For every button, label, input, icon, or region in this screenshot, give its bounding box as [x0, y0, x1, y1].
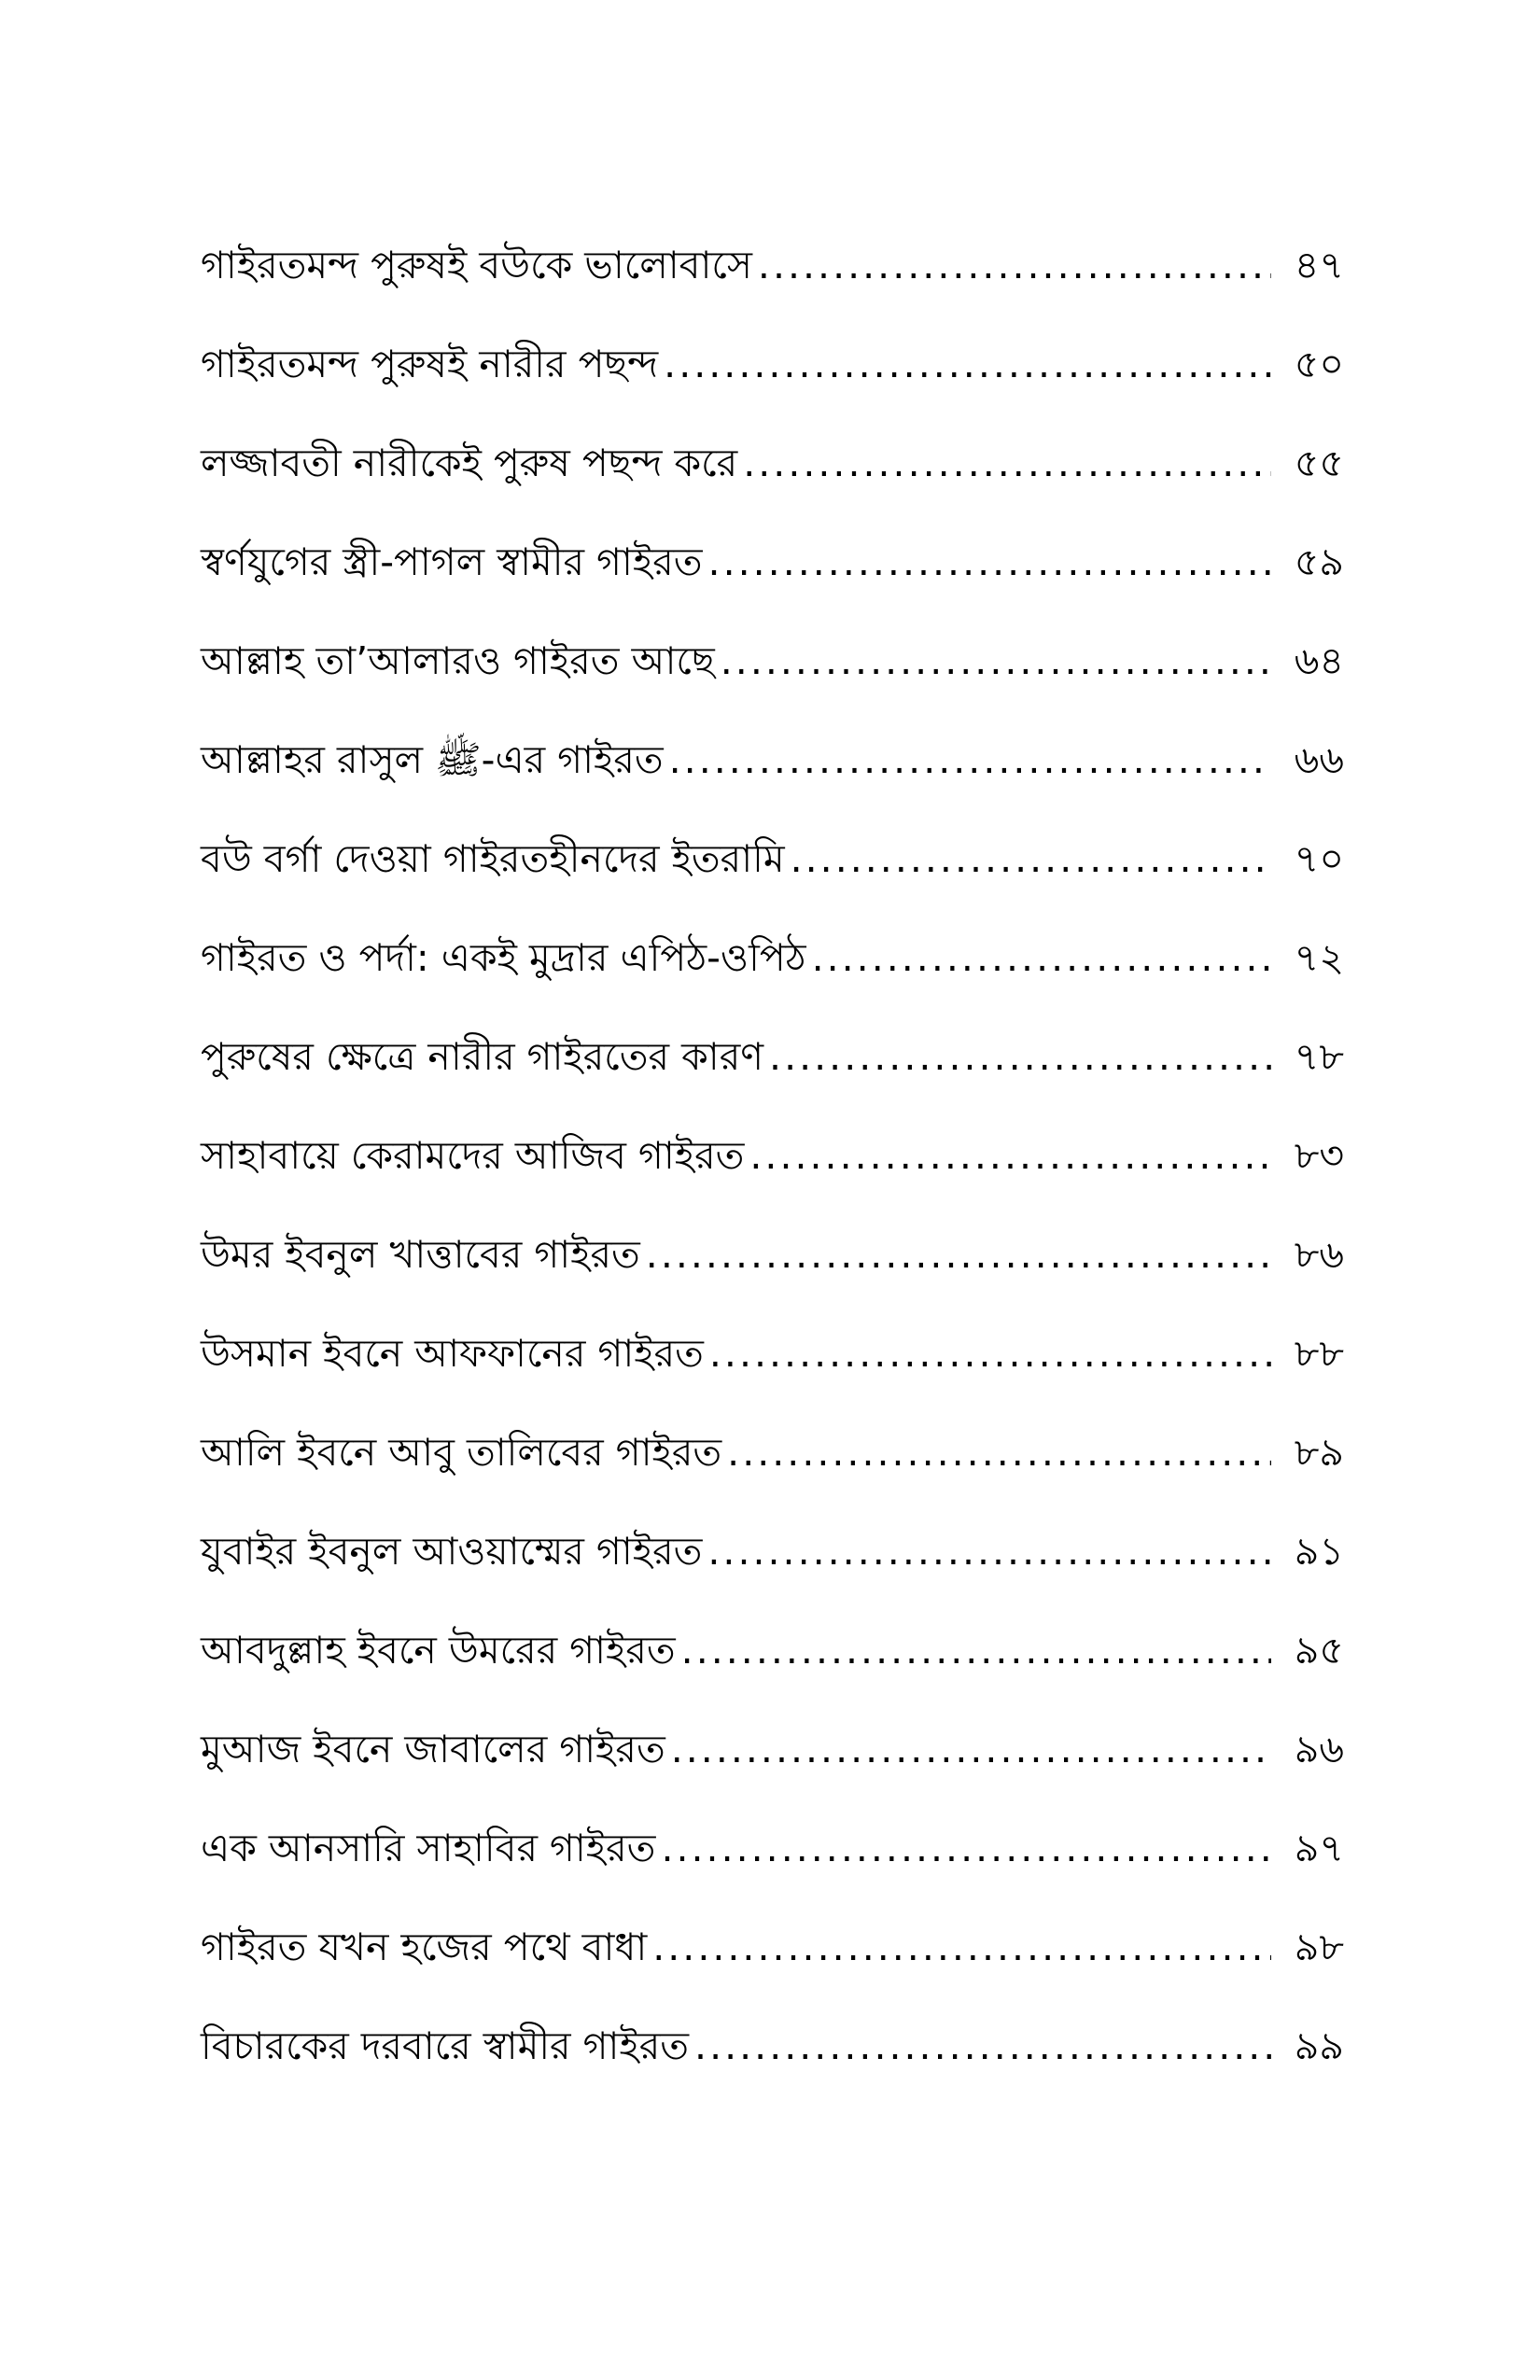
toc-entry-page: ৬৪	[1294, 638, 1344, 683]
toc-entry-title: বিচারকের দরবারে স্বামীর গাইরত	[201, 2023, 690, 2068]
dot-leader	[758, 237, 1271, 293]
toc-entry-page: ৫৯	[1294, 539, 1344, 584]
dot-leader	[646, 1226, 1271, 1282]
dot-leader	[652, 1919, 1271, 1975]
toc-entry-title: আল্লাহ তা’আলারও গাইরত আছে	[201, 638, 715, 683]
toc-entry-page: ৯৭	[1294, 1826, 1344, 1870]
toc-entry	[201, 237, 1344, 336]
toc-entry	[201, 1919, 1344, 2018]
toc-entry-title: আবদুল্লাহ ইবনে উমরের গাইরত	[201, 1628, 676, 1673]
toc-entry-page: ৯৫	[1294, 1628, 1344, 1673]
toc-entry-page: ৫৫	[1294, 441, 1344, 485]
toc-entry-title: গাইরত ও পর্দা: একই মুদ্রার এপিঠ-ওপিঠ	[201, 935, 806, 980]
dot-leader	[664, 336, 1271, 392]
toc-entry	[201, 1029, 1344, 1127]
toc-entry-page: ৭২	[1294, 935, 1344, 980]
toc-entry-title: স্বর্ণযুগের স্ত্রী-পাগল স্বামীর গাইরত	[201, 539, 703, 584]
table-of-contents	[201, 237, 1344, 2117]
toc-entry-title: লজ্জাবতী নারীকেই পুরুষ পছন্দ করে	[201, 441, 738, 485]
toc-entry-page: ৬৬	[1294, 737, 1344, 782]
toc-entry	[201, 1622, 1344, 1721]
toc-entry-title: আল্লাহর রাসুল ﷺ-এর গাইরত	[201, 737, 664, 782]
toc-entry-page: ৭৮	[1294, 1034, 1344, 1079]
toc-entry-title: গাইরতমন্দ পুরুষই বউকে ভালোবাসে	[201, 243, 752, 287]
toc-entry-page: ৫০	[1294, 342, 1344, 386]
dot-leader	[707, 1523, 1271, 1579]
toc-entry-page: ৪৭	[1294, 243, 1344, 287]
toc-entry-title: বউ বর্গা দেওয়া গাইরতহীনদের ইতরামি	[201, 836, 785, 881]
toc-entry	[201, 1721, 1344, 1820]
toc-entry	[201, 1127, 1344, 1226]
toc-entry	[201, 534, 1344, 633]
toc-entry-title: গাইরত যখন হজের পথে বাধা	[201, 1925, 648, 1969]
dot-leader	[669, 732, 1271, 788]
toc-entry	[201, 336, 1344, 435]
dot-leader	[681, 1622, 1271, 1678]
dot-leader	[661, 1820, 1271, 1876]
toc-entry	[201, 1226, 1344, 1325]
toc-entry	[201, 633, 1344, 732]
toc-entry	[201, 1325, 1344, 1424]
toc-entry-title: উমর ইবনুল খাত্তাবের গাইরত	[201, 1232, 640, 1277]
toc-entry-page: ৮৩	[1294, 1133, 1344, 1178]
toc-entry-page: ৮৯	[1294, 1430, 1344, 1475]
toc-entry-title: যুবাইর ইবনুল আওয়াম্মের গাইরত	[201, 1529, 703, 1574]
dot-leader	[791, 831, 1271, 887]
toc-entry	[201, 1424, 1344, 1523]
toc-entry-title: পুরুষের ক্ষেত্রে নারীর গাইরতের কারণ	[201, 1034, 764, 1079]
dot-leader	[708, 534, 1271, 590]
toc-entry-page: ৮৬	[1294, 1232, 1344, 1277]
dot-leader	[671, 1721, 1271, 1777]
toc-entry-title: উসমান ইবনে আফফানের গাইরত	[201, 1331, 704, 1376]
toc-entry-page: ৮৮	[1294, 1331, 1344, 1376]
dot-leader	[743, 435, 1271, 491]
toc-entry-title: এক আনসারি সাহাবির গাইরত	[201, 1826, 656, 1870]
dot-leader	[727, 1424, 1271, 1480]
toc-entry-page: ৯১	[1294, 1529, 1344, 1574]
toc-entry-title: মুআজ ইবনে জাবালের গাইরত	[201, 1727, 665, 1771]
dot-leader	[769, 1029, 1271, 1085]
dot-leader	[694, 2018, 1271, 2074]
toc-entry	[201, 2018, 1344, 2117]
dot-leader	[749, 1127, 1271, 1183]
dot-leader	[709, 1325, 1271, 1381]
toc-entry	[201, 831, 1344, 930]
toc-entry	[201, 930, 1344, 1029]
toc-entry-title: গাইরতমন্দ পুরুষই নারীর পছন্দ	[201, 342, 659, 386]
toc-entry-title: সাহাবায়ে কেরামদের আজিব গাইরত	[201, 1133, 745, 1178]
dot-leader	[812, 930, 1271, 986]
toc-entry-page: ৯৬	[1294, 1727, 1344, 1771]
toc-entry	[201, 1820, 1344, 1919]
dot-leader	[721, 633, 1271, 689]
toc-entry	[201, 1523, 1344, 1622]
toc-entry-page: ৯৯	[1294, 2023, 1344, 2068]
toc-entry-page: ৯৮	[1294, 1925, 1344, 1969]
toc-entry-page: ৭০	[1294, 836, 1344, 881]
toc-entry-title: আলি ইবনে আবু তালিবের গাইরত	[201, 1430, 722, 1475]
toc-entry	[201, 435, 1344, 534]
toc-entry	[201, 732, 1344, 831]
